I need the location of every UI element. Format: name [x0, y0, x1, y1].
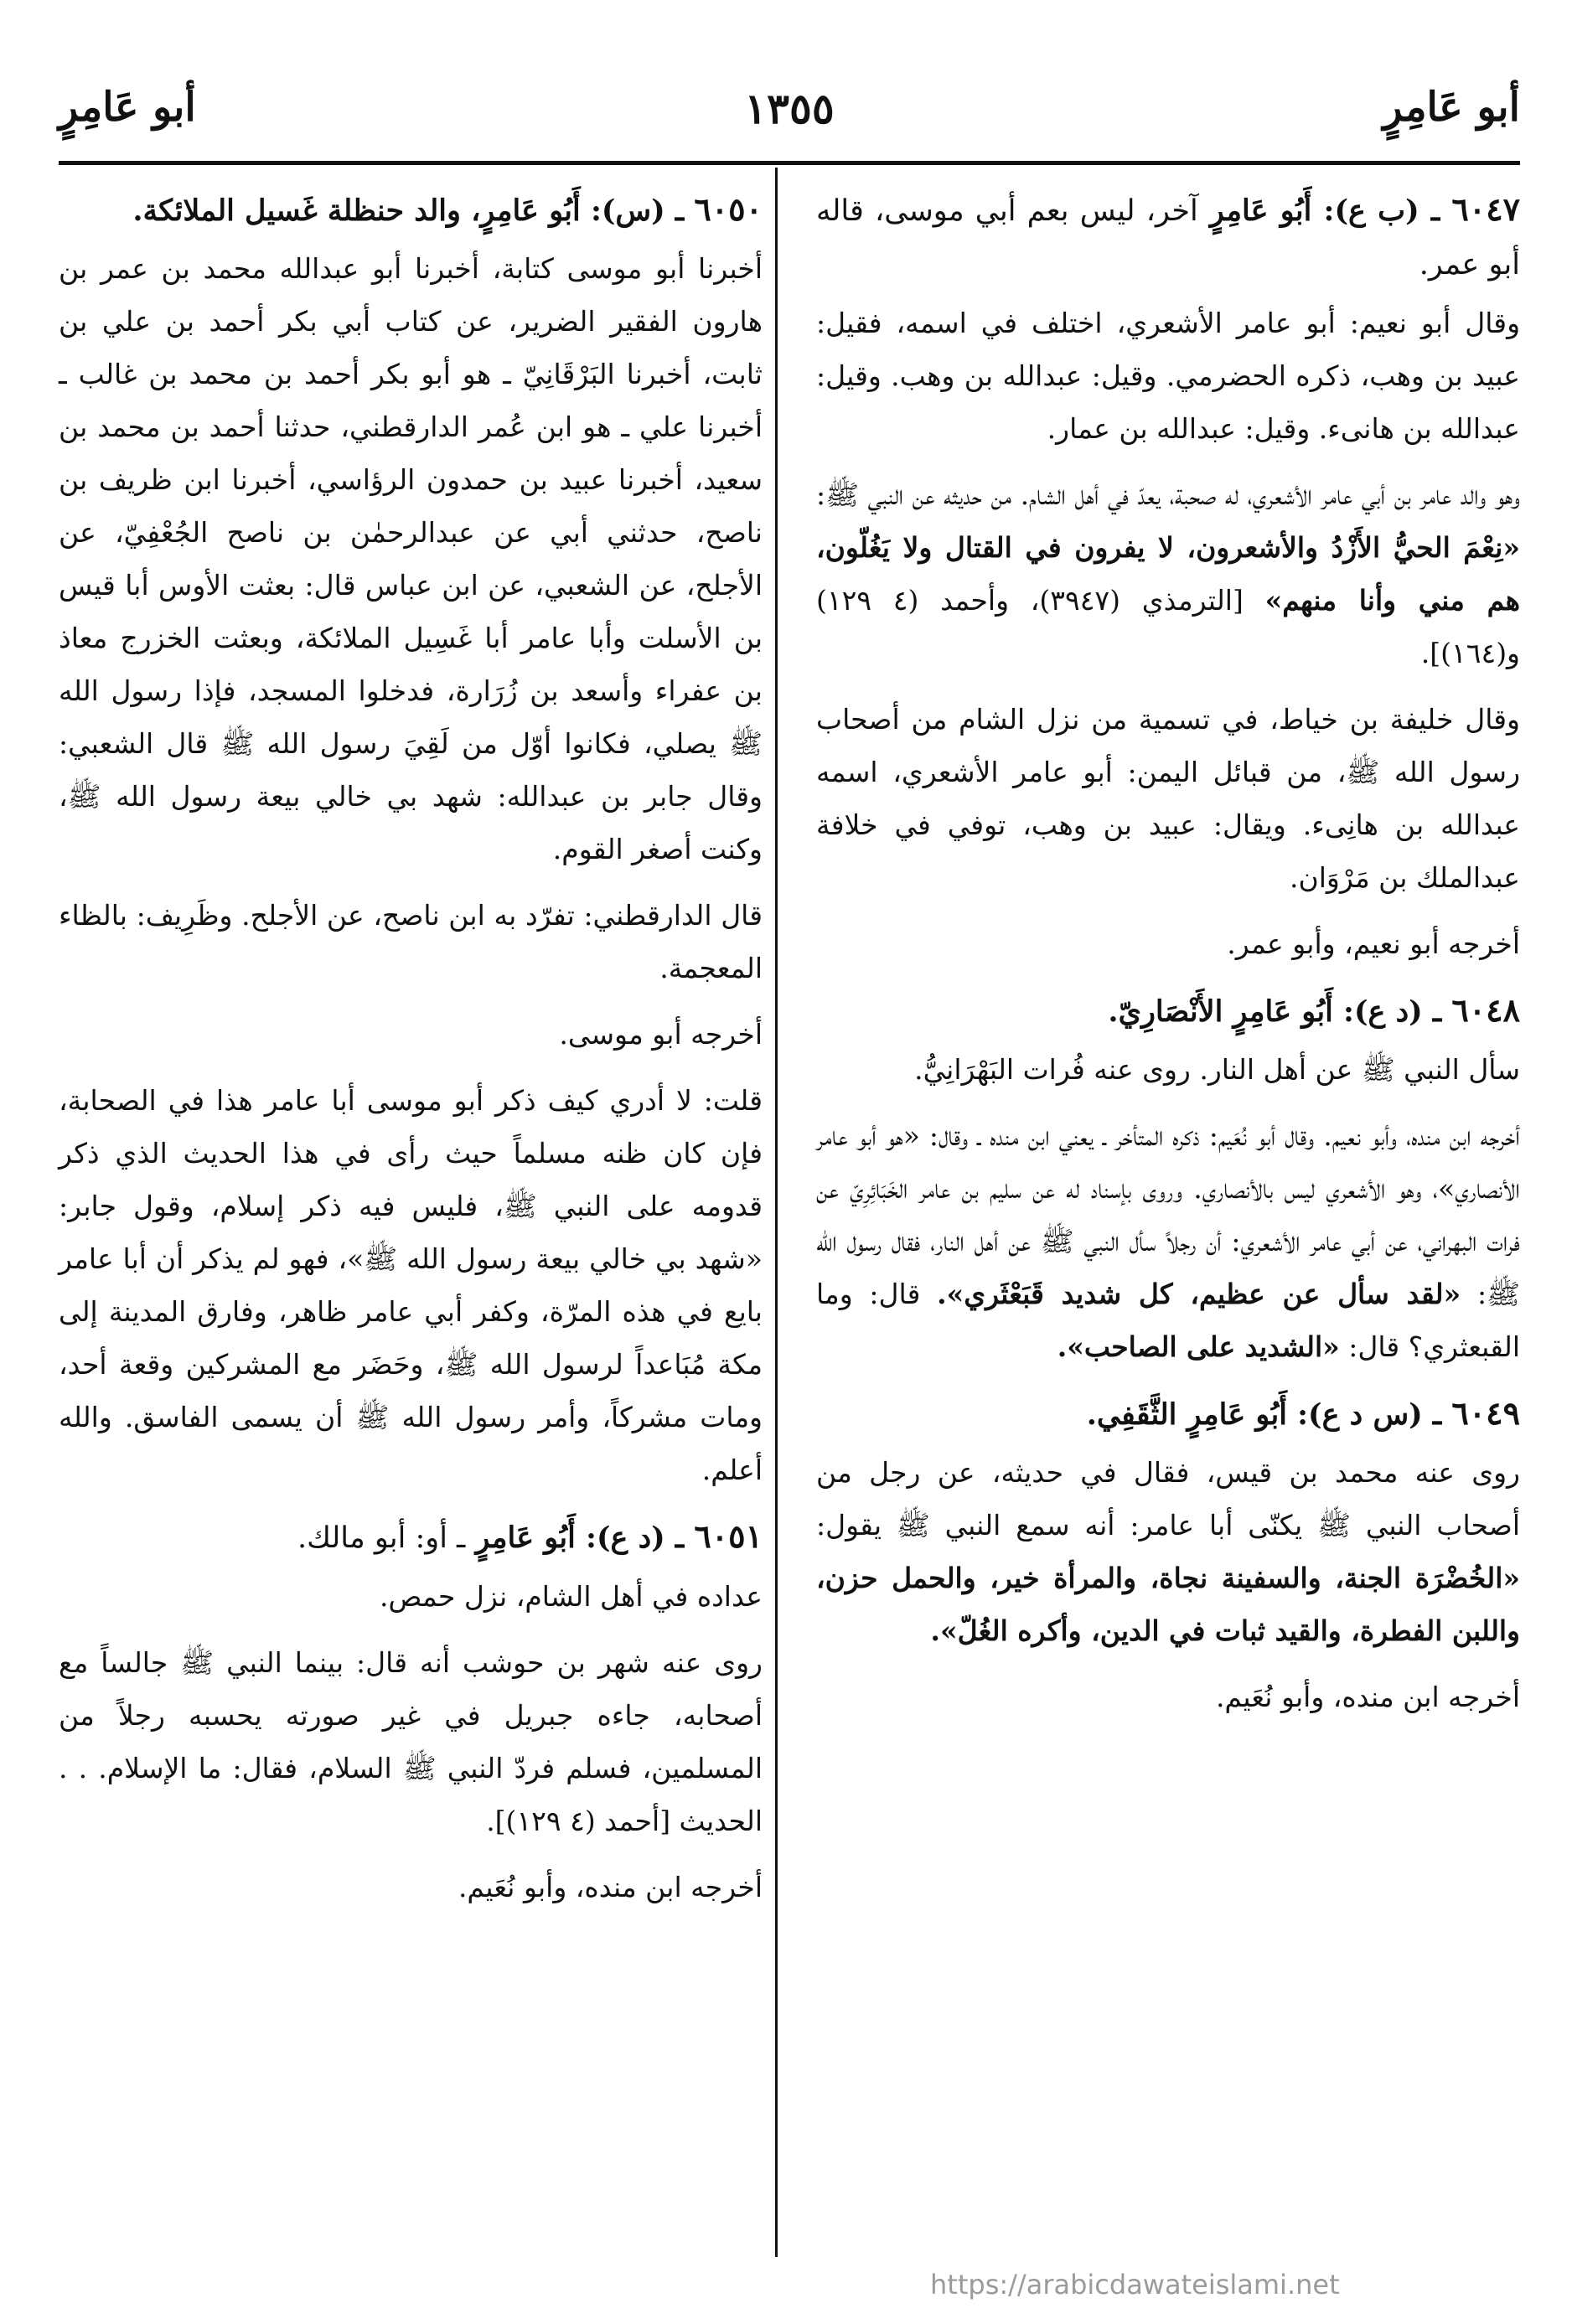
column-separator	[775, 168, 778, 2257]
entry-name: أَبُو عَامِرٍ،	[471, 194, 581, 228]
entry-rest: والد حنظلة غَسيل الملائكة.	[132, 194, 461, 228]
entry-heading-6047	[816, 183, 1520, 292]
page-header	[59, 84, 1520, 159]
entry-number: ٦٠٤٧	[1451, 190, 1521, 228]
entry-tag: ـ (د ع):	[1343, 994, 1442, 1029]
paragraph: سأل النبي ﷺ عن أهل النار. روى عنه فُرات البَهْرَانِيُّ.	[914, 1053, 1520, 1086]
header-rule	[59, 161, 1520, 165]
entry-heading-6051	[59, 1510, 763, 1565]
paragraph-hadith	[816, 468, 1520, 679]
running-head-right: أبو عَامِرٍ	[1383, 84, 1520, 131]
text: أخرجه ابن منده، وأبو نعيم. وقال أبو نُعَيم: ذكره المتأخر ـ يعني ابن منده ـ وقال: «هو أبو عامر الأنصاري»، وهو الأشعري ليس بالأنصاري. وروى بإسناد له عن سليم بن عامر الخَبَائِرِيّ عن فرات البهراني، عن أبي عامر الأشعري: أن رجلاً سأل النبي ﷺ عن أهل النار، فقال رسول الله ﷺ:	[816, 1119, 1520, 1310]
entry-number: ٦٠٥١	[694, 1517, 763, 1555]
paragraph: أخرجه ابن منده، وأبو نُعَيم.	[458, 1871, 763, 1903]
entry-tag: ـ (س):	[590, 194, 685, 228]
entry-name: أَبُو عَامِرٍ الأَنْصَارِيّ.	[1108, 994, 1333, 1029]
right-column	[816, 183, 1520, 1737]
left-column	[59, 183, 763, 1927]
watermark-url: https://arabicdawateislami.net	[930, 2269, 1340, 2301]
entry-name: أَبُو عَامِرٍ	[1209, 194, 1312, 228]
hadith-text: «الشديد على الصاحب».	[1057, 1330, 1340, 1363]
entry-heading-6048	[816, 984, 1520, 1038]
hadith-text: «الخُضْرَة الجنة، والسفينة نجاة، والمرأة خير، والحمل حزن، واللبن الفطرة، والقيد ثبات في الدين، وأكره الغُلّ».	[816, 1562, 1520, 1647]
citation: [الترمذي (٣٩٤٧)، وأحمد (٤ ١٢٩) و(١٦٤)].	[816, 584, 1520, 669]
paragraph: قلت: لا أدري كيف ذكر أبو موسى أبا عامر هذا في الصحابة، فإن كان ظنه مسلماً حيث رأى في هذا الحديث الذي ذكر قدومه على النبي ﷺ، فليس فيه ذكر إسلام، وقول جابر: «شهد بي خالي بيعة رسول الله ﷺ»، فهو لم يذكر أن أبا عامر بايع في هذه المرّة، وكفر أبي عامر ظاهر، وفارق المدينة إلى مكة مُبَاعداً لرسول الله ﷺ، وحَضَر مع المشركين وقعة أحد، ومات مشركاً، وأمر رسول الله ﷺ أن يسمى الفاسق. والله أعلم.	[59, 1084, 763, 1486]
entry-rest: آخر، ليس بعم أبي موسى، قاله أبو عمر.	[816, 194, 1520, 281]
entry-name: أَبُو عَامِرٍ الثَّقَفِي.	[1086, 1397, 1287, 1432]
paragraph: وقال خليفة بن خياط، في تسمية من نزل الشام من أصحاب رسول الله ﷺ، من قبائل اليمن: أبو عامر الأشعري، اسمه عبدالله بن هانِىء. ويقال: عبيد بن وهب، توفي في خلافة عبدالملك بن مَرْوَان.	[816, 703, 1520, 894]
entry-name: أَبُو عَامِرٍ	[475, 1521, 576, 1555]
paragraph: روى عنه شهر بن حوشب أنه قال: بينما النبي ﷺ جالساً مع أصحابه، جاءه جبريل في غير صورته يحسبه رجلاً من المسلمين، فسلم فردّ النبي ﷺ السلام، فقال: ما الإسلام. . . الحديث [أحمد (٤ ١٢٩)].	[59, 1646, 763, 1837]
entry-tag: ـ (ب ع):	[1323, 194, 1440, 228]
paragraph: أخبرنا أبو موسى كتابة، أخبرنا أبو عبدالله محمد بن عمر بن هارون الفقير الضرير، عن كتاب أبي بكر أحمد بن علي بن ثابت، أخبرنا البَرْقَانِيّ ـ هو أبو بكر أحمد بن محمد بن غالب ـ أخبرنا علي ـ هو ابن عُمر الدارقطني، حدثنا أحمد بن محمد بن سعيد، أخبرنا عبيد بن حمدون الرؤاسي، أخبرنا ابن ظريف بن ناصح، حدثني أبي عن عبدالرحمٰن بن ناصح الجُعْفِيّ، عن الأجلح، عن الشعبي، عن ابن عباس قال: بعثت الأوس أبا قيس بن الأسلت وأبا عامر أبا غَسِيل الملائكة، وبعثت الخزرج معاذ بن عفراء وأسعد بن زُرَارة، فدخلوا المسجد، فإذا رسول الله ﷺ يصلي، فكانوا أوّل من لَقِيَ رسول الله ﷺ قال الشعبي: وقال جابر بن عبدالله: شهد بي خالي بيعة رسول الله ﷺ، وكنت أصغر القوم.	[59, 252, 763, 865]
text: وهو والد عامر بن أبي عامر الأشعري، له صحبة، يعدّ في أهل الشام. من حديثه عن النبي ﷺ:	[816, 478, 1520, 511]
entry-heading-6049	[816, 1387, 1520, 1441]
paragraph: قال الدارقطني: تفرّد به ابن ناصح، عن الأجلح. وظَرِيف: بالظاء المعجمة.	[59, 899, 763, 984]
paragraph-hadith	[816, 1109, 1520, 1373]
entry-tag: ـ (س د ع):	[1297, 1397, 1442, 1432]
entry-number: ٦٠٤٩	[1451, 1394, 1520, 1432]
text: روى عنه محمد بن قيس، فقال في حديثه، عن رجل من أصحاب النبي ﷺ يكنّى أبا عامر: أنه سمع النبي ﷺ يقول:	[816, 1456, 1520, 1542]
paragraph: عداده في أهل الشام، نزل حمص.	[379, 1580, 763, 1613]
hadith-text: «لقد سأل عن عظيم، كل شديد قَبَعْثَري».	[937, 1278, 1461, 1310]
paragraph: وقال أبو نعيم: أبو عامر الأشعري، اختلف في اسمه، فقيل: عبيد بن وهب، ذكره الحضرمي. وقيل: عبدالله بن وهب. وقيل: عبدالله بن هانىء. وقيل: عبدالله بن عمار.	[816, 307, 1520, 445]
paragraph-hadith	[816, 1446, 1520, 1657]
paragraph: أخرجه ابن منده، وأبو نُعَيم.	[1215, 1681, 1520, 1713]
text: قال: وما القبعثري؟ قال:	[816, 1278, 1520, 1363]
paragraph: أخرجه أبو موسى.	[559, 1018, 763, 1051]
entry-rest: ـ أو: أبو مالك.	[297, 1521, 466, 1555]
hadith-text: «نِعْمَ الحيُّ الأَزْدُ والأشعرون، لا يفرون في القتال ولا يَغُلّون، هم مني وأنا منهم»	[816, 531, 1520, 617]
entry-tag: ـ (د ع):	[586, 1521, 685, 1555]
entry-number: ٦٠٥٠	[694, 190, 763, 228]
paragraph: أخرجه أبو نعيم، وأبو عمر.	[1227, 927, 1520, 960]
entry-heading-6050	[59, 183, 763, 237]
page-number: ١٣٥٥	[744, 84, 835, 133]
entry-number: ٦٠٤٨	[1451, 991, 1520, 1029]
running-head-left: أبو عَامِرٍ	[59, 84, 196, 131]
